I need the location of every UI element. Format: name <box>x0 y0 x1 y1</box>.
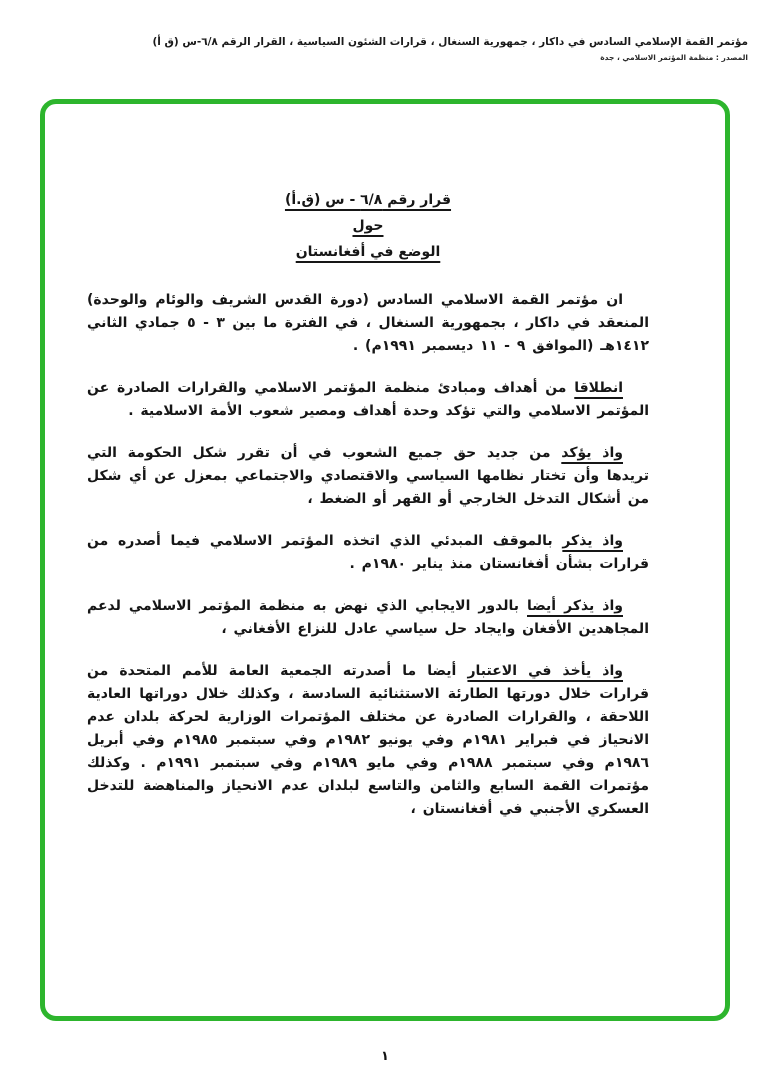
page-number: ١ <box>381 1049 389 1064</box>
paragraph-text: ان مؤتمر القمة الاسلامي السادس (دورة القدس الشريف والوئام والوحدة) المنعقد في داكار ، بجمهورية السنغال ، في الفترة ما بين ٣ - ٥ جمادي الثاني ١٤١٢هـ (الموافق ٩ - ١١ ديسمبر ١٩٩١م) . <box>87 292 649 354</box>
paragraph-proceeding <box>87 377 649 423</box>
document-header <box>40 36 748 62</box>
paragraph-preamble <box>87 289 649 358</box>
header-citation: مؤتمر القمة الإسلامي السادس في داكار ، جمهورية السنغال ، قرارات الشئون السياسية ، القرار الرقم ٦/٨-س (ق أ) <box>152 36 748 48</box>
paragraph-text: من جديد حق جميع الشعوب في أن تقرر شكل الحكومة التي تريدها وأن تختار نظامها السياسي والاقتصادي والاجتماعي بمعزل عن أي شكل من أشكال التدخل الخارجي أو القهر أو الضغط ، <box>87 445 649 507</box>
paragraph-reaffirming <box>87 442 649 511</box>
resolution-number-line <box>87 188 649 213</box>
paragraph-text: من أهداف ومبادئ منظمة المؤتمر الاسلامي والقرارات الصادرة عن المؤتمر الاسلامي والتي تؤكد وحدة أهداف ومصير شعوب الأمة الاسلامية . <box>87 380 649 419</box>
header-source: المصدر : منظمة المؤتمر الاسلامي ، جدة <box>600 53 748 62</box>
document-content <box>45 104 725 821</box>
paragraph-recalling <box>87 530 649 576</box>
resolution-about-line <box>87 214 649 239</box>
paragraph-taking-into-account <box>87 660 649 821</box>
paragraph-text: بالموقف المبدئي الذي اتخذه المؤتمر الاسلامي فيما أصدره من قرارات بشأن أفغانستان منذ يناير ١٩٨٠م . <box>87 533 649 572</box>
resolution-about: حول <box>352 218 384 234</box>
paragraph-text: أيضا ما أصدرته الجمعية العامة للأمم المتحدة من قرارات خلال دورتها الطارئة الاستثنائية السادسة ، وكذلك خلال دوراتها العادية اللاحقة ، والقرارات الصادرة عن مختلف المؤتمرات الوزارية لحركة بلدان عدم الانحياز في فبراير ١٩٨١م وفي يونيو ١٩٨٢م وفي سبتمبر ١٩٨٥م وفي أبريل ١٩٨٦م وفي سبتمبر ١٩٨٨م وفي مايو ١٩٨٩م وفي سبتمبر ١٩٩١م . وكذلك مؤتمرات القمة السابع والثامن والتاسع لبلدان عدم الانحياز والمناهضة للتدخل العسكري الأجنبي في أفغانستان ، <box>87 663 649 817</box>
resolution-title-block <box>87 188 649 265</box>
resolution-subject: الوضع في أفغانستان <box>295 244 441 260</box>
paragraph-lead: واذ يؤكد <box>561 445 623 461</box>
paragraph-lead: واذ يأخذ في الاعتبار <box>467 663 623 679</box>
paragraph-lead: واذ يذكر <box>562 533 623 549</box>
paragraph-text: بالدور الايجابي الذي نهض به منظمة المؤتمر الاسلامي لدعم المجاهدين الأفغان وايجاد حل سياسي عادل للنزاع الأفغاني ، <box>87 598 649 637</box>
resolution-subject-line <box>87 240 649 265</box>
paragraph-recalling-also <box>87 595 649 641</box>
paragraph-lead: واذ يذكر أيضا <box>527 598 623 614</box>
paragraph-lead: انطلاقا <box>574 380 623 396</box>
green-border-frame <box>40 99 730 1021</box>
resolution-number: قرار رقم ٦/٨ - س (ق.أ) <box>284 192 452 208</box>
